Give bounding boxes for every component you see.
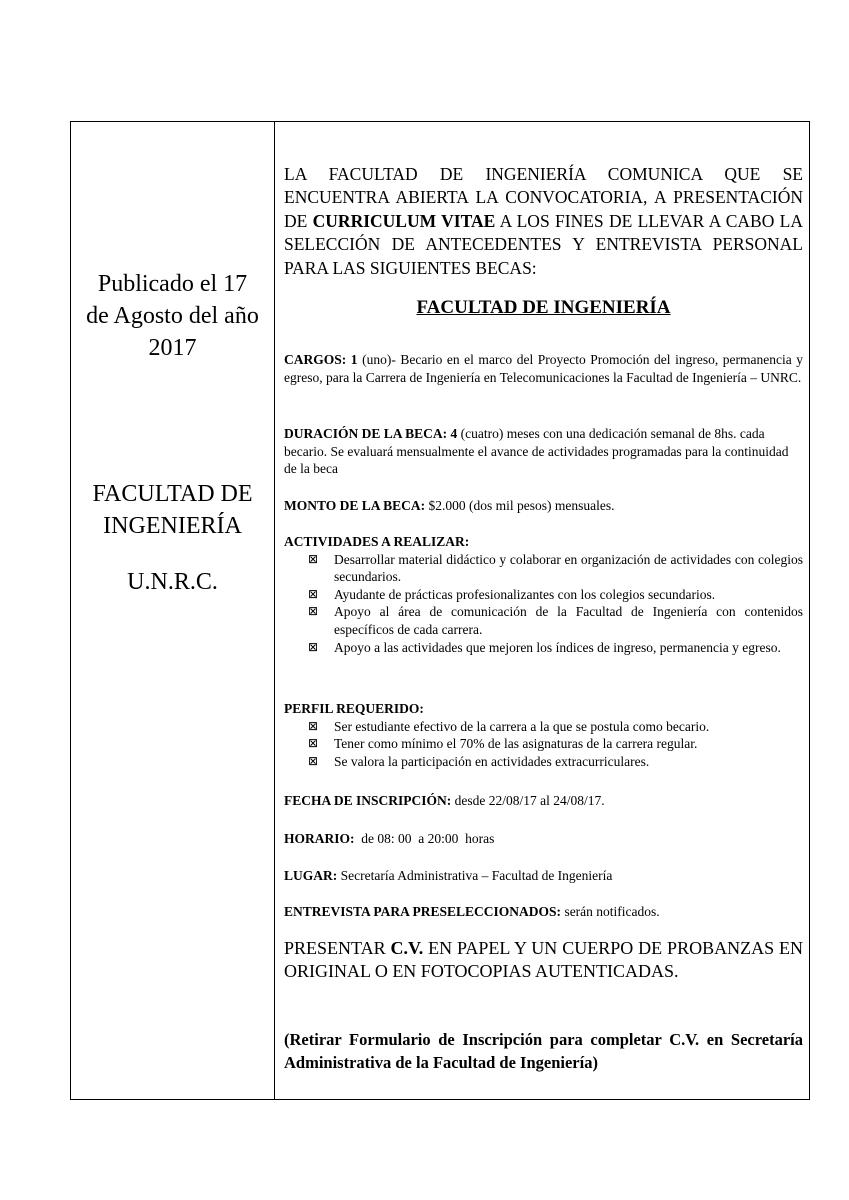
published-line-1: Publicado el 17	[97, 271, 248, 297]
presentar-section	[284, 937, 803, 984]
fecha-label: FECHA DE INSCRIPCIÓN:	[284, 793, 452, 808]
list-item: ⊠ Apoyo al área de comunicación de la Facultad de Ingeniería con contenidos específicos de cada carrera.	[308, 604, 803, 637]
entrevista-label: ENTREVISTA PARA PRESELECCIONADOS:	[284, 904, 562, 919]
list-item: ⊠ Apoyo a las actividades que mejoren los índices de ingreso, permanencia y egreso.	[308, 639, 781, 655]
duracion-section	[284, 425, 803, 478]
perfil-section	[284, 700, 803, 770]
checkbox-bullet-icon: ⊠	[308, 586, 319, 601]
published-date	[71, 268, 274, 364]
faculty-name	[71, 478, 274, 542]
fecha-text: desde 22/08/17 al 24/08/17.	[451, 793, 605, 808]
list-item: ⊠ Se valora la participación en actividades extracurriculares.	[308, 753, 650, 769]
presentar-bold: C.V.	[390, 938, 424, 958]
checkbox-bullet-icon: ⊠	[308, 736, 319, 751]
retirar-section	[284, 1029, 803, 1074]
duracion-label: DURACIÓN DE LA BECA: 4	[284, 426, 458, 441]
entrevista-text: serán notificados.	[561, 904, 660, 919]
checkbox-bullet-icon: ⊠	[308, 753, 319, 768]
lugar-text: Secretaría Administrativa – Facultad de Ingeniería	[337, 868, 613, 883]
monto-section	[284, 497, 803, 515]
presentar-text-2: EN PAPEL Y UN CUERPO DE PROBANZAS EN ORIGINAL O EN FOTOCOPIAS AUTENTICADAS.	[284, 938, 804, 982]
horario-label: HORARIO:	[284, 831, 355, 846]
faculty-heading: FACULTAD DE INGENIERÍA	[416, 297, 671, 319]
actividades-section	[284, 533, 803, 656]
intro-paragraph	[284, 163, 803, 280]
announcement-body	[284, 163, 804, 1072]
list-item: ⊠ Tener como mínimo el 70% de las asignaturas de la carrera regular.	[308, 736, 698, 752]
cargos-text: (uno)- Becario en el marco del Proyecto Promoción del ingreso, permanencia y egreso, para la Carrera de Ingeniería en Telecomunicaciones la Facultad de Ingeniería – UNRC.	[284, 352, 803, 385]
perfil-list	[284, 718, 803, 771]
list-item: ⊠ Desarrollar material didáctico y colaborar en organización de actividades con colegios secundarios.	[308, 551, 803, 585]
checkbox-bullet-icon: ⊠	[308, 639, 319, 654]
monto-label: MONTO DE LA BECA:	[284, 498, 426, 513]
actividades-label: ACTIVIDADES A REALIZAR:	[284, 534, 470, 549]
lugar-label: LUGAR:	[284, 868, 338, 883]
intro-text-1: LA FACULTAD DE INGENIERÍA COMUNICA QUE SE ENCUENTRA ABIERTA LA CONVOCATORIA, A PRESENTACIÓN DE	[284, 164, 803, 231]
cargos-label: CARGOS: 1	[284, 352, 358, 367]
duracion-text: (cuatro) meses con una dedicación semanal de 8hs. cada becario. Se evaluará mensualmente el avance de actividades programadas para la continuidad de la beca	[284, 426, 789, 477]
list-item: ⊠ Ayudante de prácticas profesionalizantes con los colegios secundarios.	[308, 586, 716, 602]
checkbox-bullet-icon: ⊠	[308, 551, 319, 566]
monto-text: $2.000 (dos mil pesos) mensuales.	[425, 498, 615, 513]
published-line-2: de Agosto del año	[86, 303, 259, 329]
presentar-text-1: PRESENTAR	[284, 938, 391, 958]
intro-bold: CURRICULUM VITAE	[312, 210, 496, 231]
column-divider	[274, 121, 275, 1100]
faculty-line-2: INGENIERÍA	[103, 513, 242, 539]
retirar-text: (Retirar Formulario de Inscripción para completar C.V. en Secretaría Administrativa de la Facultad de Ingeniería)	[284, 1030, 803, 1072]
perfil-label: PERFIL REQUERIDO:	[284, 701, 424, 716]
fecha-section	[284, 792, 803, 810]
horario-text: de 08: 00 a 20:00 horas	[354, 831, 495, 846]
university-name: U.N.R.C.	[127, 569, 218, 595]
entrevista-section	[284, 903, 803, 921]
intro-text-2: A LOS FINES DE LLEVAR A CABO LA SELECCIÓN DE ANTECEDENTES Y ENTREVISTA PERSONAL PARA LAS SIGUIENTES BECAS:	[284, 210, 803, 278]
faculty-line-1: FACULTAD DE	[92, 481, 253, 507]
lugar-section	[284, 867, 803, 885]
horario-section	[284, 830, 803, 848]
checkbox-bullet-icon: ⊠	[308, 718, 319, 733]
published-line-3: 2017	[148, 335, 197, 361]
list-item: ⊠ Ser estudiante efectivo de la carrera a la que se postula como becario.	[308, 718, 710, 734]
cargos-section	[284, 351, 803, 386]
actividades-list	[284, 551, 803, 657]
checkbox-bullet-icon: ⊠	[308, 604, 319, 619]
